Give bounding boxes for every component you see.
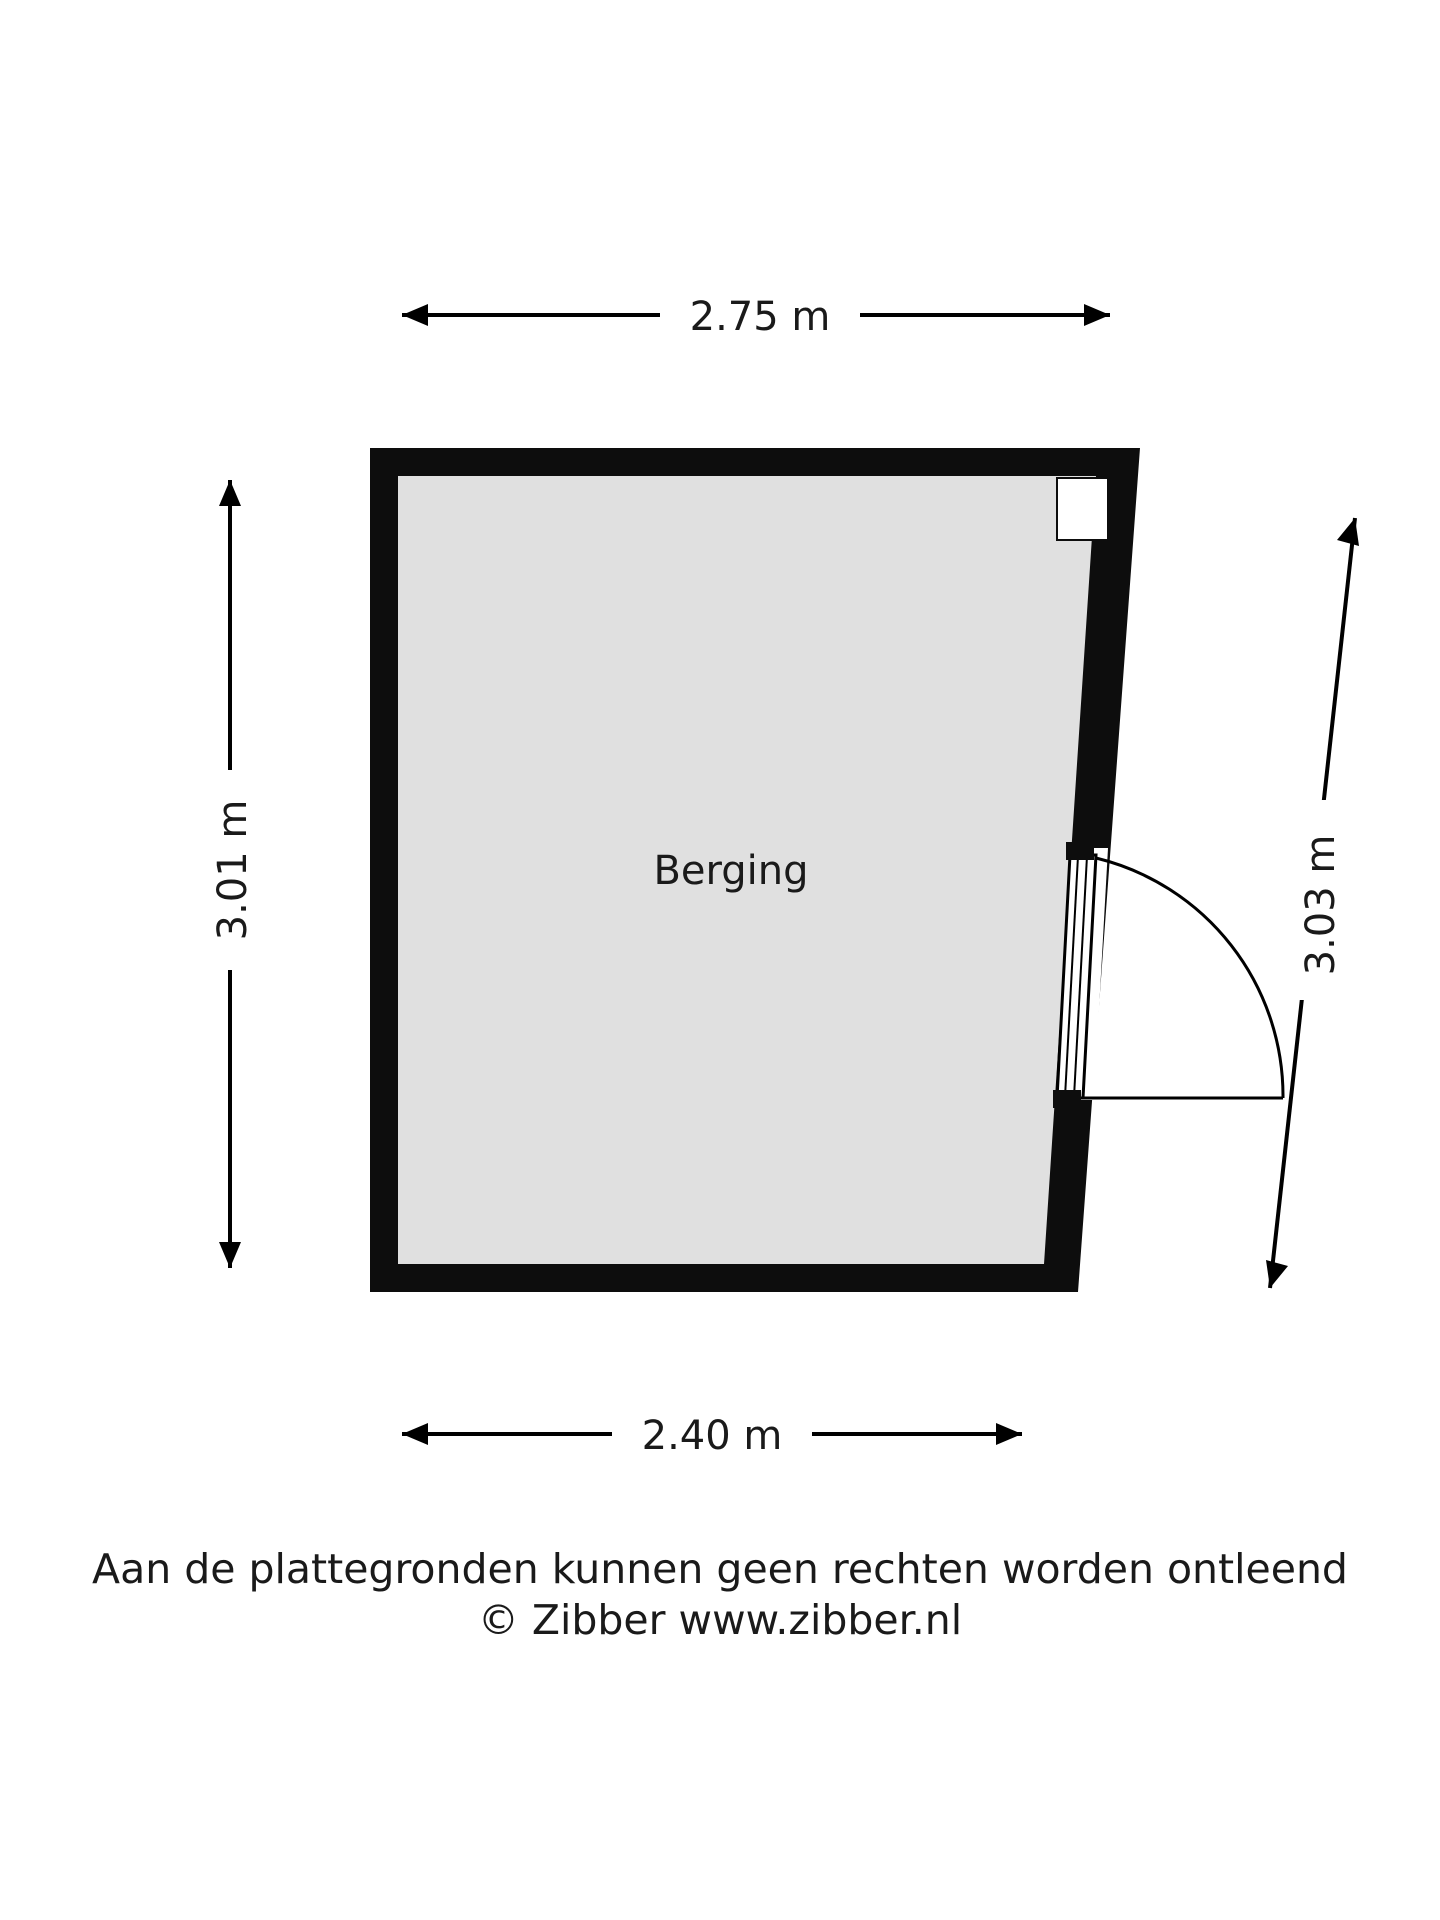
dimension-top — [402, 288, 1110, 344]
dimension-bottom-label: 2.40 m — [641, 1413, 783, 1459]
room-label: Berging — [653, 848, 809, 894]
footer-disclaimer: Aan de plattegronden kunnen geen rechten worden ontleend — [92, 1545, 1348, 1593]
dimension-top-label: 2.75 m — [689, 294, 831, 340]
footer-copyright: © Zibber www.zibber.nl — [477, 1596, 963, 1644]
dimension-left-label: 3.01 m — [210, 799, 256, 941]
dimension-bottom — [402, 1406, 1022, 1462]
dimension-right-label: 3.03 m — [1298, 834, 1344, 976]
dimension-right — [1266, 518, 1359, 1288]
dimension-left — [202, 480, 258, 1268]
window-opening — [1057, 478, 1108, 540]
door-swing-arc — [1096, 858, 1283, 1098]
